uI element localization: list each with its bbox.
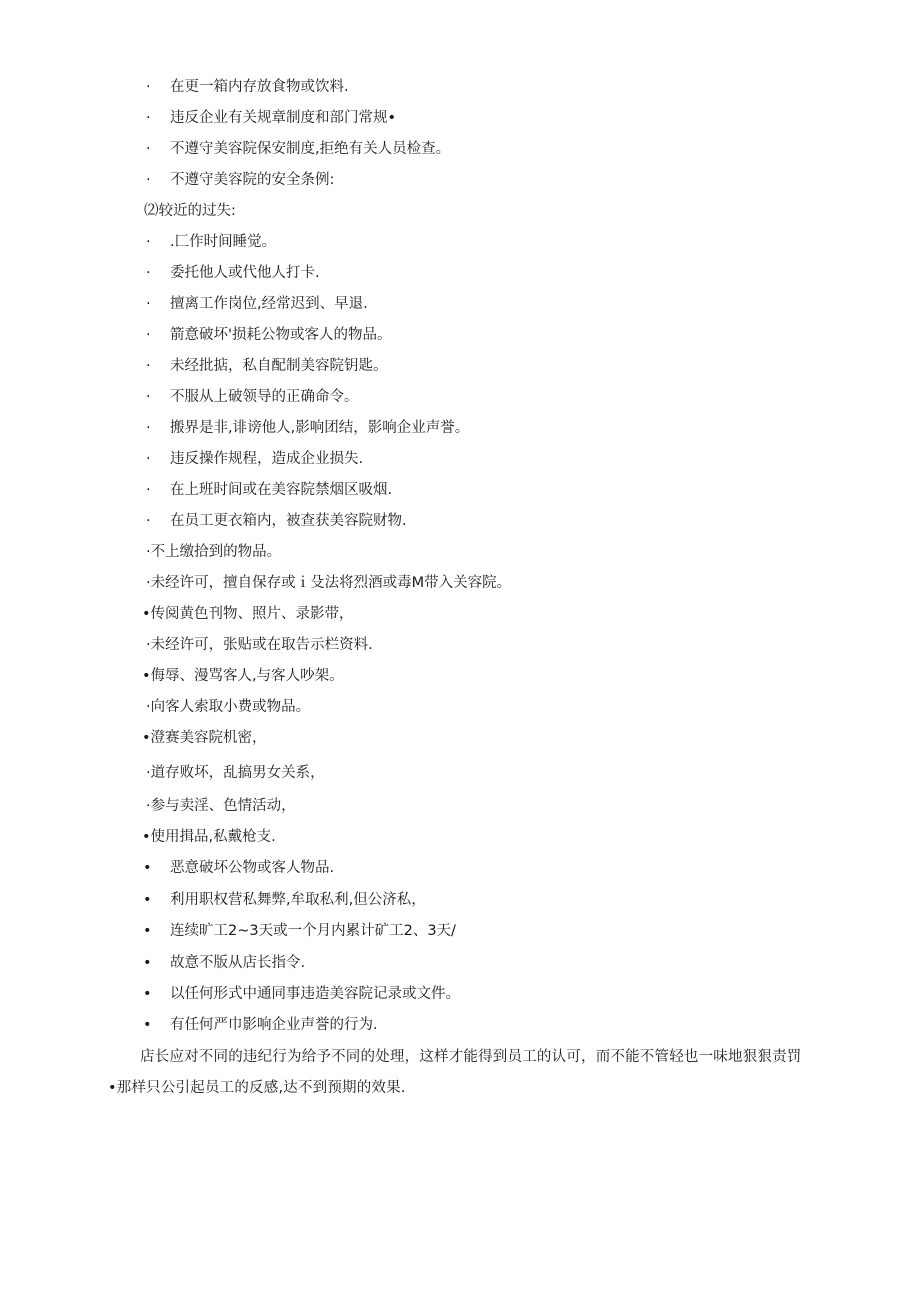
bullet: ·: [146, 234, 151, 250]
list-item: ·向客人索取小费或物品。: [146, 699, 311, 715]
list-item-text: 箭意破坏'损耗公物或客人的物品。: [170, 327, 392, 343]
list-item-text: 擅离工作岗位,经常迟到、早退.: [170, 296, 368, 312]
bullet: ·: [146, 265, 151, 281]
bullet: ·: [146, 358, 151, 374]
bullet: •: [143, 955, 152, 971]
list-item-text: 在更一箱内存放食物或饮料.: [170, 79, 349, 95]
list-item: ·不上缴拾到的物品。: [146, 544, 282, 560]
bullet: ·: [146, 420, 151, 436]
bullet: ·: [146, 327, 151, 343]
bullet: ·: [146, 482, 151, 498]
list-item-text: 以任何形式中通同事违造美容院记录或文件。: [170, 986, 460, 1002]
list-item-text: 委托他人或代他人打卡.: [170, 265, 320, 281]
bullet: ·: [146, 141, 151, 157]
list-item-text: 违反操作规程，造成企业损失.: [170, 451, 364, 467]
list-item: ·未经许可，张贴或在取告示栏资料.: [146, 637, 373, 653]
list-item-text: 有任何严巾影响企业声誉的行为.: [170, 1017, 378, 1033]
list-item-text: 不遵守美容院的安全条例:: [170, 172, 335, 188]
list-item: •传阅黄色刊物、照片、录影带，: [142, 606, 354, 622]
list-item-text: 不服从上破领导的正确命令。: [170, 389, 359, 405]
list-item-text: 故意不版从店长指令.: [170, 955, 306, 971]
list-item-text: 连续旷工2~3天或一个月内累计矿工2、3天/: [170, 923, 456, 939]
bullet: ·: [146, 172, 151, 188]
list-item-text: 不遵守美容院保安制度,拒绝有关人员检查。: [170, 141, 451, 157]
list-item-text: 未经批掂，私自配制美容院钥匙。: [170, 358, 388, 374]
bullet: •: [143, 923, 152, 939]
bullet: ·: [146, 389, 151, 405]
bullet: ·: [146, 296, 151, 312]
list-item: •使用揖品,私戴枪支.: [142, 829, 276, 845]
bullet: ·: [146, 79, 151, 95]
list-item: •澄赛美容院机密，: [142, 730, 267, 746]
list-item-text: 在上班时间或在美容院禁烟区吸烟.: [170, 482, 393, 498]
section-heading: ⑵较近的过失:: [144, 203, 236, 219]
bullet: •: [143, 892, 152, 908]
list-item-text: 恶意破坏公物或客人物品.: [170, 860, 335, 876]
bullet: ·: [146, 110, 151, 126]
list-item: ·参与卖淫、色情活动，: [146, 798, 296, 814]
bullet: ·: [146, 513, 151, 529]
list-item-text: 违反企业有关规章制度和部门常规•: [170, 110, 397, 126]
bullet: •: [143, 1017, 152, 1033]
bullet: •: [143, 860, 152, 876]
list-item: ·道存败坏，乱搞男女关系，: [146, 765, 325, 781]
closing-paragraph: 店长应对不同的违纪行为给予不同的处理，这样才能得到员工的认可，而不能不管轻也一味地狠狠责罚•那样只公引起员工的反感,达不到预期的效果.: [108, 1049, 802, 1096]
list-item: ·未经许可，擅自保存或ｉ殳法将烈酒或毒M带入关容院。: [146, 575, 512, 591]
list-item-text: .匚作时间睡觉。: [170, 234, 277, 250]
list-item-text: 在员工更衣箱内，被查获美容院财物.: [170, 513, 407, 529]
list-item-text: 利用职权营私舞弊,牟取私利,但公济私，: [170, 892, 426, 908]
bullet: •: [143, 986, 152, 1002]
list-item-text: 搬界是非,诽谤他人,影响团结，影响企业声誉。: [170, 420, 470, 436]
list-item: •侮辱、漫骂客人,与客人吵架。: [142, 668, 344, 684]
bullet: ·: [146, 451, 151, 467]
